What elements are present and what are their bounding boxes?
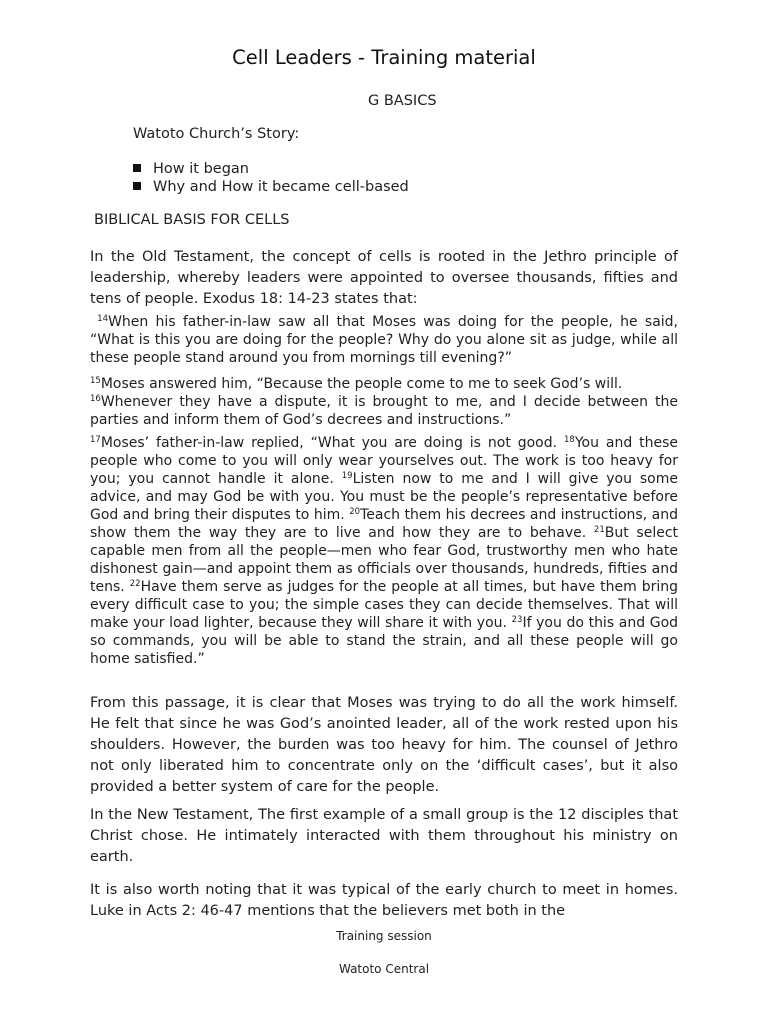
footer-session: Training session [336,929,432,943]
verse-number: 14 [97,314,109,324]
paragraph-old-testament [90,247,678,310]
list-item [133,160,409,178]
scripture-verses-17-23 [90,434,678,668]
verse-text: Teach them his decrees and instructions, and show them the way they are to live and how they are to behave. [90,507,679,541]
verse-number: 20 [349,507,361,517]
document-subtitle: G BASICS [368,93,437,109]
story-bullet-list [133,160,409,196]
verse-text: But select capable men from all the people—men who fear God, trustworthy men who hate dishonest gain—and appoint them as officials over thousands, hundreds, fifties and tens. [90,525,679,595]
verse-number: 21 [593,525,605,535]
verse-number: 19 [341,471,353,481]
verse-block [90,434,678,668]
verse-text: If you do this and God so commands, you will be able to stand the strain, and all these people will go home satisfied.” [90,615,679,667]
paragraph-early-church [90,880,678,922]
paragraph-new-testament [90,805,678,868]
verse-text: Whenever they have a dispute, it is brought to me, and I decide between the parties and inform them of God’s decrees and instructions.” [90,394,678,428]
verse-number: 23 [511,615,523,625]
verse-text: Have them serve as judges for the people at all times, but have them bring every difficult case to you; the simple cases they can decide themselves. That will make your load lighter, because they will share it with you. [90,579,678,631]
document-title: Cell Leaders - Training material [232,46,536,69]
scripture-verse-14 [90,313,678,367]
verse-text: Moses answered him, “Because the people come to me to seek God’s will. [100,376,623,392]
bullet-text: How it began [153,161,249,177]
verse-number: 18 [564,435,575,445]
scripture-verses-15-16 [90,375,678,429]
verse-number: 16 [90,394,101,404]
verse-text: Listen now to me and I will give you some advice, and may God be with you. You must be the people’s representative before God and bring their disputes to him. [90,471,679,523]
verse-block [90,313,678,367]
verse-text: When his father-in-law saw all that Moses was doing for the people, he said, “What is this you are doing for the people? Why do you alone sit as judge, while all these people stand around you from mornings till evening?” [90,314,678,366]
square-bullet-icon [133,164,141,172]
verse-number: 17 [90,435,101,445]
footer-location: Watoto Central [338,962,430,976]
section-heading: BIBLICAL BASIS FOR CELLS [94,212,290,228]
verse-text: Moses’ father-in-law replied, “What you are doing is not good. [100,435,558,451]
verse-number: 15 [90,376,101,386]
verse-number: 22 [129,579,141,589]
bullet-text: Why and How it became cell-based [153,179,409,195]
verse-text: You and these people who come to you will only wear yourselves out. The work is too heavy for you; you cannot handle it alone. [90,435,678,487]
paragraph-text: From this passage, it is clear that Moses was trying to do all the work himself. He felt that since he was God’s anointed leader, all of the work rested upon his shoulders. However, the burden was too heavy for him. The counsel of Jethro not only liberated him to concentrate only on the ‘difficult cases’, but it also provided a better system of care for the people. [90,695,678,795]
verse-block [90,375,678,429]
paragraph-text: In the New Testament, The first example of a small group is the 12 disciples that Christ chose. He intimately interacted with them throughout his ministry on earth. [90,807,678,865]
paragraph-moses-analysis [90,693,678,798]
square-bullet-icon [133,182,141,190]
story-heading: Watoto Church’s Story: [133,126,300,142]
paragraph-text: In the Old Testament, the concept of cells is rooted in the Jethro principle of leadership, whereby leaders were appointed to oversee thousands, fifties and tens of people. Exodus 18: 14-23 states that: [90,249,678,307]
paragraph-text: It is also worth noting that it was typical of the early church to meet in homes. Luke in Acts 2: 46-47 mentions that the believers met both in the [90,882,678,919]
list-item [133,178,409,196]
